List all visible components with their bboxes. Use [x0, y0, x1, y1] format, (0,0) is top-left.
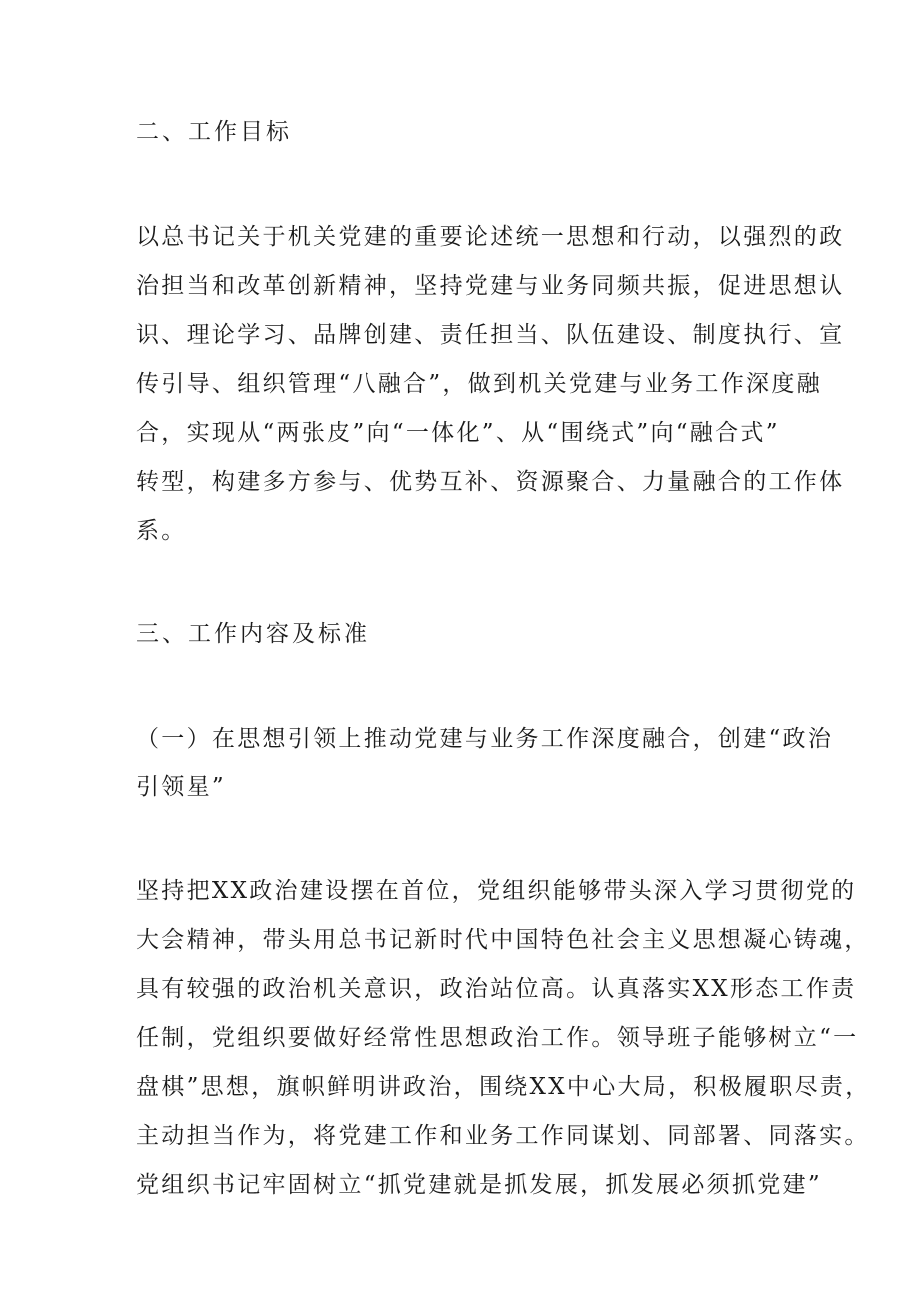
- paragraph-line: 坚持把XX政治建设摆在首位，党组织能够带头深入学习贯彻党的: [136, 878, 857, 904]
- paragraph-line: 传引导、组织管理“八融合”，做到机关党建与业务工作深度融: [136, 371, 822, 397]
- paragraph-line: 具有较强的政治机关意识，政治站位高。认真落实XX形态工作责: [136, 976, 857, 1002]
- subheading-line: （一）在思想引领上推动党建与业务工作深度融合，创建“政治: [136, 726, 834, 752]
- paragraph-line: 任制，党组织要做好经常性思想政治工作。领导班子能够树立“一: [136, 1025, 859, 1051]
- subheading-line: 引领星”: [136, 774, 226, 800]
- paragraph-line: 党组织书记牢固树立“抓党建就是抓发展，抓发展必须抓党建”: [136, 1172, 822, 1198]
- paragraph-line: 大会精神，带头用总书记新时代中国特色社会主义思想凝心铸魂，: [136, 927, 870, 953]
- paragraph-line: 治担当和改革创新精神，坚持党建与业务同频共振，促进思想认: [136, 273, 845, 299]
- paragraph-line: 转型，构建多方参与、优势互补、资源聚合、力量融合的工作体: [136, 469, 845, 495]
- paragraph-line: 系。: [136, 518, 187, 544]
- paragraph-line: 合，实现从“两张皮”向“一体化”、从“围绕式”向“融合式”: [136, 420, 780, 446]
- paragraph-line: 主动担当作为，将党建工作和业务工作同谋划、同部署、同落实。: [136, 1123, 870, 1149]
- section-heading-work-goals: 二、工作目标: [136, 119, 292, 145]
- paragraph-line: 盘棋”思想，旗帜鲜明讲政治，围绕XX中心大局，积极履职尽责，: [136, 1074, 871, 1100]
- section-heading-work-content: 三、工作内容及标准: [136, 621, 370, 647]
- paragraph-line: 以总书记关于机关党建的重要论述统一思想和行动，以强烈的政: [136, 224, 845, 250]
- paragraph-line: 识、理论学习、品牌创建、责任担当、队伍建设、制度执行、宣: [136, 322, 845, 348]
